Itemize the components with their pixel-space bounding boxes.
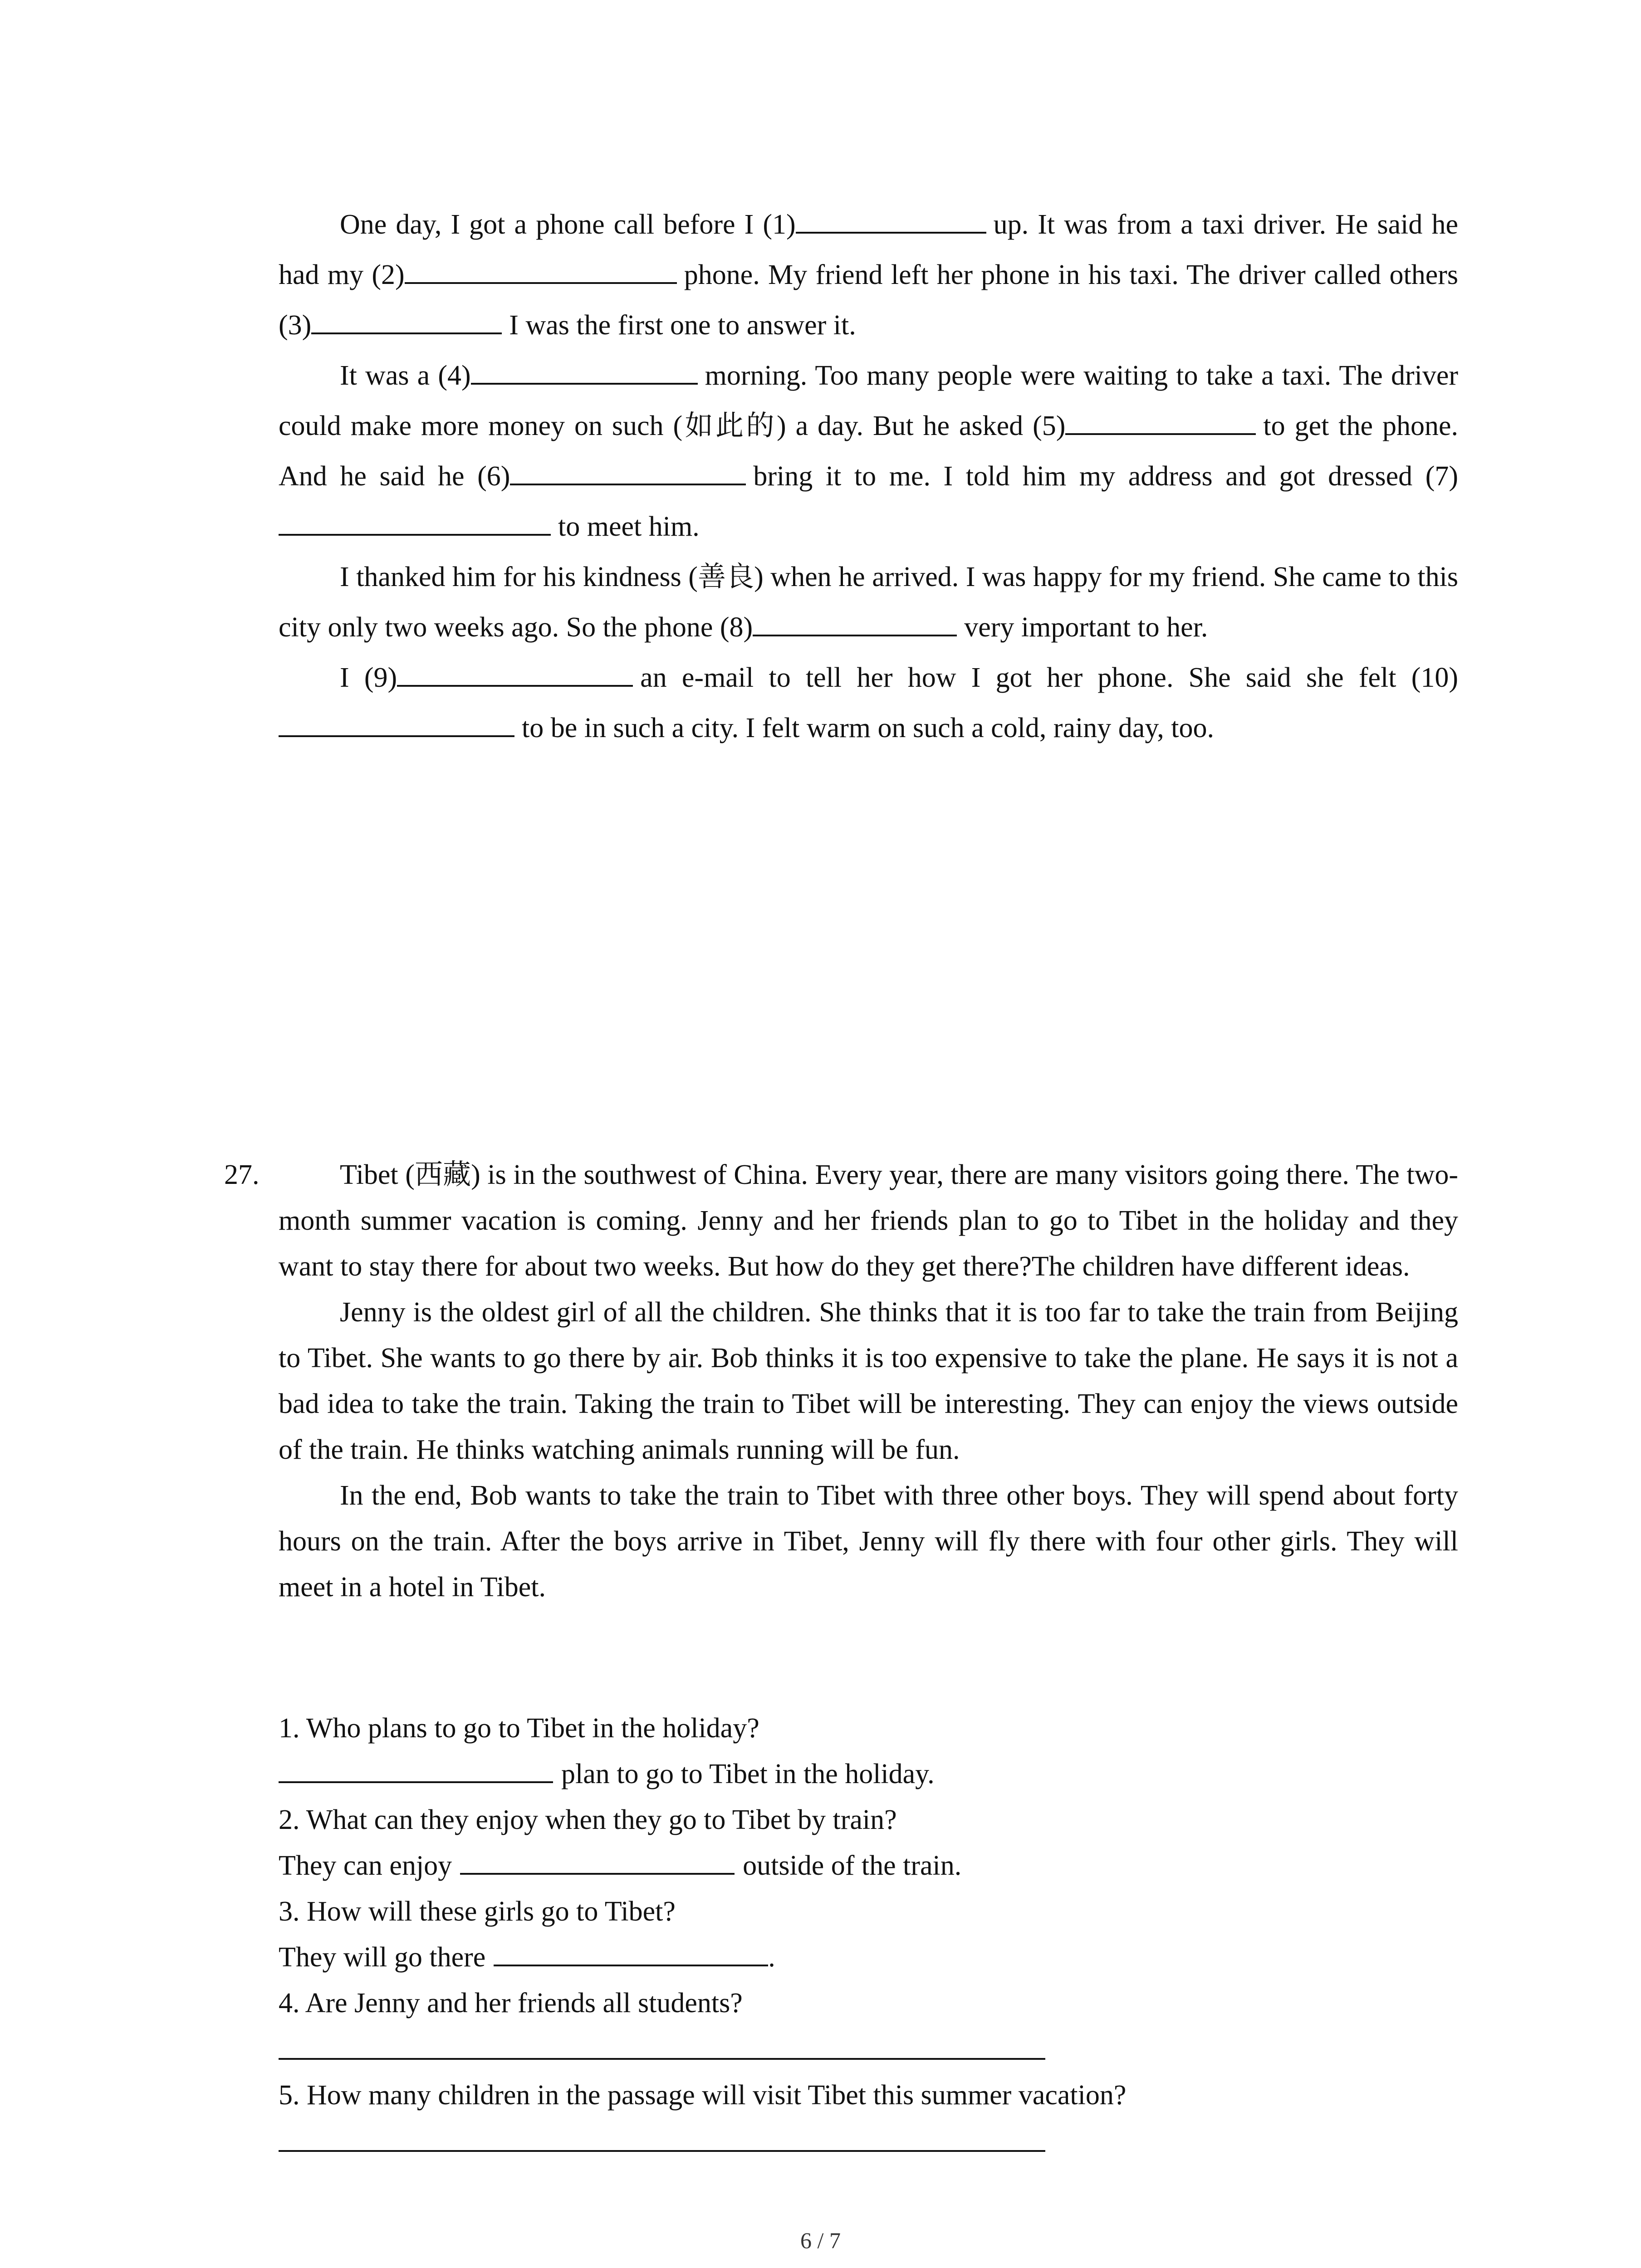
question-3: 3. How will these girls go to Tibet?: [279, 1896, 676, 1927]
answer-text: outside of the train.: [743, 1850, 962, 1881]
cloze-text: very important to her.: [964, 612, 1208, 643]
cloze-text: I (9): [340, 662, 397, 693]
question-2: 2. What can they enjoy when they go to Tibet by train?: [279, 1804, 897, 1835]
question-4: 4. Are Jenny and her friends all students?: [279, 1988, 743, 2019]
question-number: 27.: [224, 1159, 260, 1190]
reading-paragraph-2: Jenny is the oldest girl of all the children. She thinks that it is too far to take the train from Beijing to Tibet. She wants to go there by air. Bob thinks it is too expensive to take the plane. He says it is not a bad idea to take the train. Taking the train to Tibet will be interesting. They can enjoy the views outside of the train. He thinks watching animals running will be fun.: [279, 1297, 1458, 1465]
answer-blank-2[interactable]: [460, 1847, 735, 1875]
question-1: 1. Who plans to go to Tibet in the holiday?: [279, 1713, 759, 1744]
cloze-text: It was a (4): [340, 360, 471, 391]
cloze-text: phone. My friend left her phone in his taxi. The driver called others (3): [279, 259, 1458, 341]
cloze-paragraph-1: [279, 200, 1458, 351]
blank-7[interactable]: [279, 508, 551, 536]
cloze-text: I thanked him for his kindness (善良) when he arrived. I was happy for my friend. She came to this city only two weeks ago. So the phone (8): [279, 562, 1458, 643]
cloze-paragraph-3: [279, 552, 1458, 653]
blank-8[interactable]: [753, 608, 957, 636]
blank-10[interactable]: [279, 709, 514, 737]
cloze-paragraph-4: [279, 653, 1458, 753]
cloze-text: to meet him.: [558, 511, 700, 542]
blank-5[interactable]: [1065, 407, 1256, 435]
answer-text: plan to go to Tibet in the holiday.: [561, 1759, 935, 1789]
reading-paragraph-3: In the end, Bob wants to take the train to Tibet with three other boys. They will spend about forty hours on the train. After the boys arrive in Tibet, Jenny will fly there with four other girls. They will meet in a hotel in Tibet.: [279, 1480, 1458, 1603]
cloze-text: to get the phone. And he said he (6): [279, 411, 1458, 492]
answer-text: .: [768, 1942, 775, 1973]
cloze-text: morning. Too many people were waiting to take a taxi. The driver could make more money on such (如此的) a day. But he asked (5): [279, 360, 1458, 441]
cloze-text: I was the first one to answer it.: [509, 310, 856, 341]
cloze-text: bring it to me. I told him my address and got dressed (7): [753, 461, 1458, 492]
blank-3[interactable]: [311, 306, 502, 334]
answer-2: [279, 1843, 1458, 1889]
page-number: 6 / 7: [800, 2228, 841, 2253]
cloze-text: an e-mail to tell her how I got her phone. She said she felt (10): [640, 662, 1458, 693]
cloze-text: to be in such a city. I felt warm on such a cold, rainy day, too.: [522, 713, 1215, 743]
cloze-text: up. It was from a taxi driver. He said he had my (2): [279, 209, 1458, 290]
answer-line-5[interactable]: [279, 2150, 1045, 2152]
question-list: [279, 1706, 1458, 2165]
answer-blank-1[interactable]: [279, 1755, 553, 1783]
answer-3: [279, 1935, 1458, 1980]
cloze-text: One day, I got a phone call before I (1): [340, 209, 796, 240]
answer-blank-3[interactable]: [494, 1938, 768, 1966]
blank-2[interactable]: [405, 256, 677, 284]
blank-9[interactable]: [397, 659, 633, 687]
blank-4[interactable]: [471, 357, 698, 385]
question-5: 5. How many children in the passage will visit Tibet this summer vacation?: [279, 2080, 1127, 2111]
cloze-passage: [279, 200, 1458, 753]
answer-text: They will go there: [279, 1942, 486, 1973]
reading-passage: [279, 1152, 1458, 1610]
reading-paragraph-1: Tibet (西藏) is in the southwest of China. Every year, there are many visitors going there. The two-month summer vacation is coming. Jenny and her friends plan to go to Tibet in the holiday and they want to stay there for about two weeks. But how do they get there?The children have different ideas.: [279, 1159, 1458, 1282]
cloze-paragraph-2: [279, 351, 1458, 552]
answer-text: They can enjoy: [279, 1850, 452, 1881]
blank-1[interactable]: [796, 205, 986, 234]
answer-line-4[interactable]: [279, 2058, 1045, 2060]
blank-6[interactable]: [510, 457, 746, 485]
answer-1: [279, 1751, 1458, 1797]
